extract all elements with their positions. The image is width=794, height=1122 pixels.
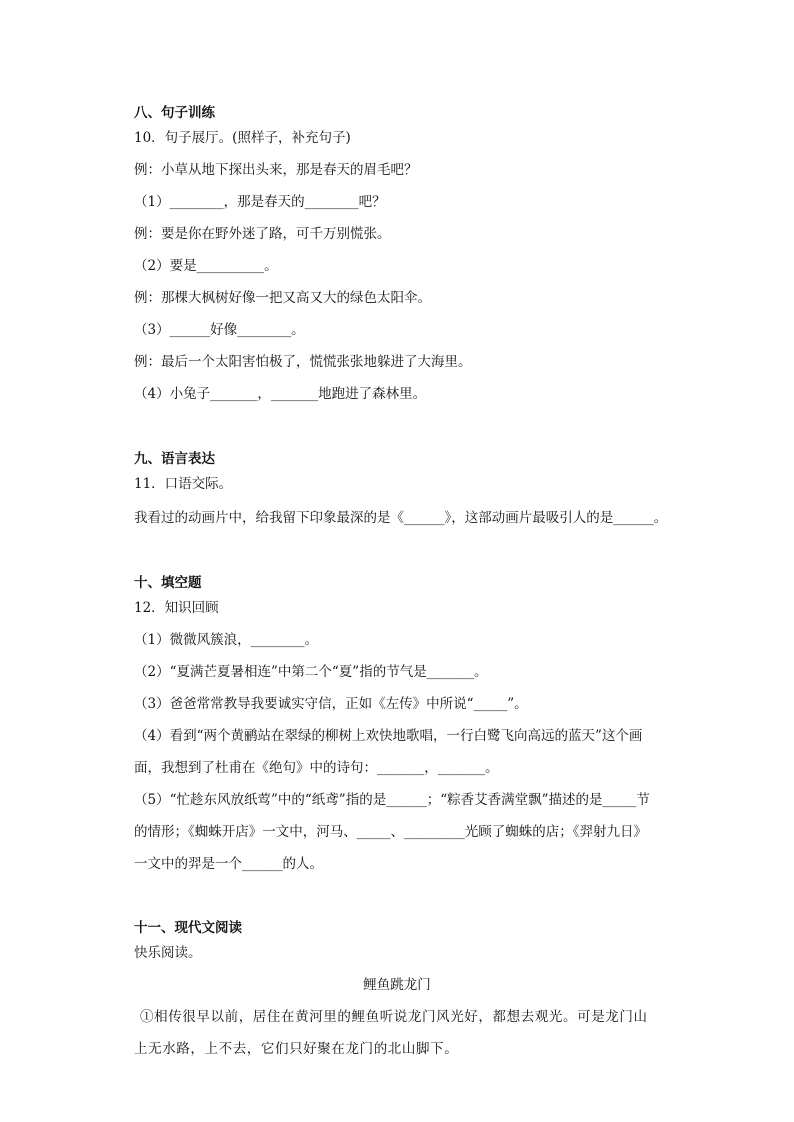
fill-line: （4）看到“两个黄鹂站在翠绿的柳树上欢快地歌唱，一行白鹭飞向高远的蓝天”这个画 — [134, 728, 643, 744]
fill-line: （2）“夏满芒夏暑相连”中第二个“夏”指的节气是_______。 — [134, 664, 488, 680]
fill-line: （3）______好像________。 — [134, 322, 305, 338]
section-9-heading: 九、语言表达 — [134, 451, 215, 467]
example-line: 例：小草从地下探出头来，那是春天的眉毛吧？ — [134, 162, 418, 178]
fill-line: （4）小兔子_______，_______地跑进了森林里。 — [134, 386, 427, 402]
fill-line: （1）微微风簇浪，________。 — [134, 632, 319, 648]
passage-title: 鲤鱼跳龙门 — [363, 977, 431, 993]
example-line: 例：最后一个太阳害怕极了，慌慌张张地躲进了大海里。 — [134, 354, 472, 370]
passage-paragraph: ①相传很早以前，居住在黄河里的鲤鱼听说龙门风光好，都想去观光。可是龙门山 — [140, 1009, 648, 1025]
question-11: 11．口语交际。 — [134, 476, 233, 492]
example-line: 例：那棵大枫树好像一把又高又大的绿色太阳伞。 — [134, 290, 431, 306]
reading-intro: 快乐阅读。 — [134, 945, 202, 961]
passage-paragraph: 上无水路，上不去，它们只好聚在龙门的北山脚下。 — [134, 1041, 459, 1057]
fill-line: 的情形；《蜘蛛开店》一文中，河马、_____、_________光顾了蜘蛛的店；《羿射九日》 — [134, 824, 647, 840]
section-11-heading: 十一、现代文阅读 — [134, 920, 242, 936]
fill-line: 我看过的动画片中，给我留下印象最深的是《______》，这部动画片最吸引人的是______。 — [134, 510, 668, 526]
example-line: 例：要是你在野外迷了路，可千万别慌张。 — [134, 226, 391, 242]
question-10: 10．句子展厅。(照样子，补充句子) — [134, 130, 351, 146]
question-12: 12．知识回顾 — [134, 600, 219, 616]
fill-line: 面，我想到了杜甫在《绝句》中的诗句：_______，_______。 — [134, 760, 499, 776]
section-8-heading: 八、句子训练 — [134, 105, 215, 121]
fill-line: （1）________，那是春天的________吧？ — [134, 194, 386, 210]
fill-line: （5）“忙趁东风放纸莺”中的“纸鸢”指的是______；“粽香艾香满堂飘”描述的是_____节 — [134, 792, 650, 808]
fill-line: （2）要是__________。 — [134, 258, 278, 274]
fill-line: 一文中的羿是一个______的人。 — [134, 856, 323, 872]
section-10-heading: 十、填空题 — [134, 575, 202, 591]
fill-line: （3）爸爸常常教导我要诚实守信，正如《左传》中所说“_____”。 — [134, 696, 528, 712]
